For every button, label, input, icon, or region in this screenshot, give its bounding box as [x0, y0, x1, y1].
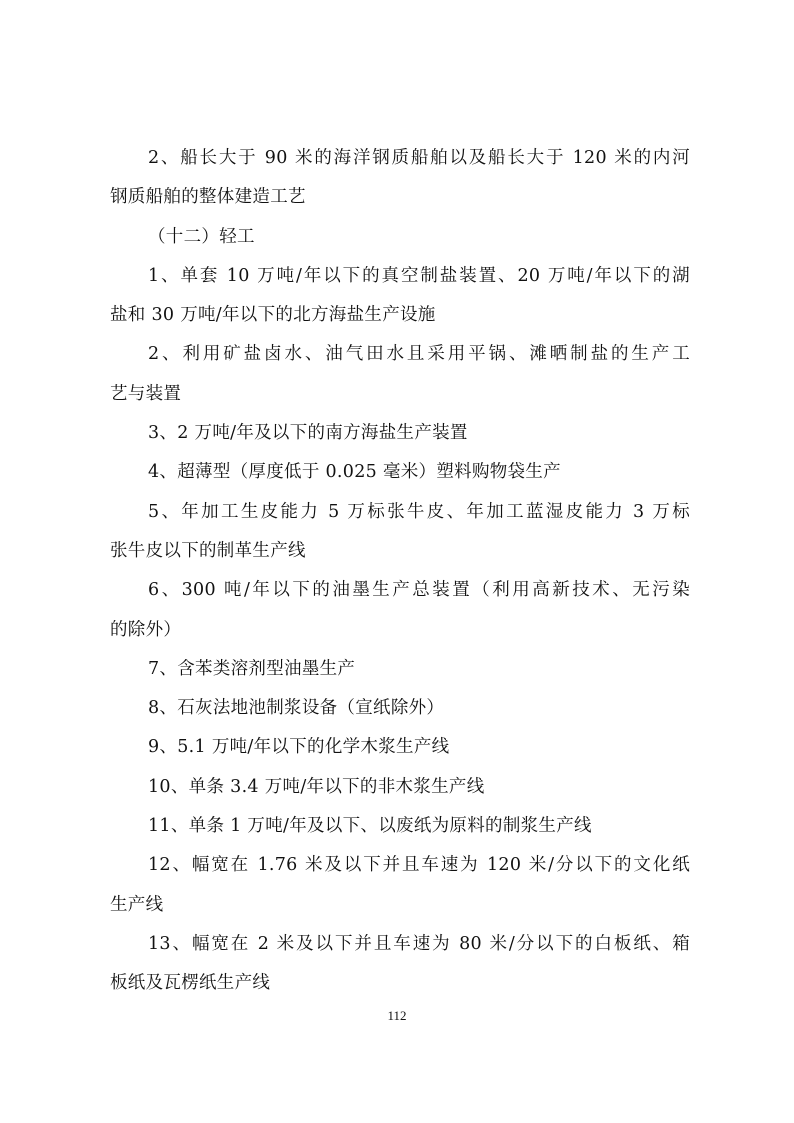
- paragraph-2-line-2: 钢质船舶的整体建造工艺: [110, 187, 306, 208]
- item-5-line-1: 5、年加工生皮能力 5 万标张牛皮、年加工蓝湿皮能力 3 万标: [148, 501, 690, 522]
- item-13-line-2: 板纸及瓦楞纸生产线: [110, 973, 271, 994]
- item-2-line-1: 2、利用矿盐卤水、油气田水且采用平锅、滩晒制盐的生产工: [148, 344, 690, 365]
- section-heading-light-industry: （十二）轻工: [148, 226, 255, 247]
- page-number: 112: [387, 1008, 407, 1023]
- item-6-line-2: 的除外）: [110, 619, 182, 640]
- item-11: 11、单条 1 万吨/年及以下、以废纸为原料的制浆生产线: [148, 816, 592, 837]
- paragraph-2-line-1: 2、船长大于 90 米的海洋钢质船舶以及船长大于 120 米的内河: [148, 148, 690, 168]
- item-13-line-1: 13、幅宽在 2 米及以下并且车速为 80 米/分以下的白板纸、箱: [148, 933, 690, 954]
- item-8: 8、石灰法地池制浆设备（宣纸除外）: [148, 698, 445, 719]
- item-1-line-1: 1、单套 10 万吨/年以下的真空制盐装置、20 万吨/年以下的湖: [148, 265, 690, 286]
- item-1-line-2: 盐和 30 万吨/年以下的北方海盐生产设施: [110, 305, 436, 326]
- item-12-line-2: 生产线: [110, 894, 164, 915]
- item-7: 7、含苯类溶剂型油墨生产: [148, 658, 356, 679]
- item-6-line-1: 6、300 吨/年以下的油墨生产总装置（利用高新技术、无污染: [148, 580, 690, 601]
- item-3: 3、2 万吨/年及以下的南方海盐生产装置: [148, 423, 468, 444]
- item-9: 9、5.1 万吨/年以下的化学木浆生产线: [148, 737, 450, 758]
- document-body: [110, 139, 690, 1004]
- item-2-line-2: 艺与装置: [110, 383, 182, 404]
- item-12-line-1: 12、幅宽在 1.76 米及以下并且车速为 120 米/分以下的文化纸: [148, 855, 690, 876]
- item-4: 4、超薄型（厚度低于 0.025 毫米）塑料购物袋生产: [148, 462, 561, 483]
- item-5-line-2: 张牛皮以下的制革生产线: [110, 540, 306, 561]
- item-10: 10、单条 3.4 万吨/年以下的非木浆生产线: [148, 776, 485, 797]
